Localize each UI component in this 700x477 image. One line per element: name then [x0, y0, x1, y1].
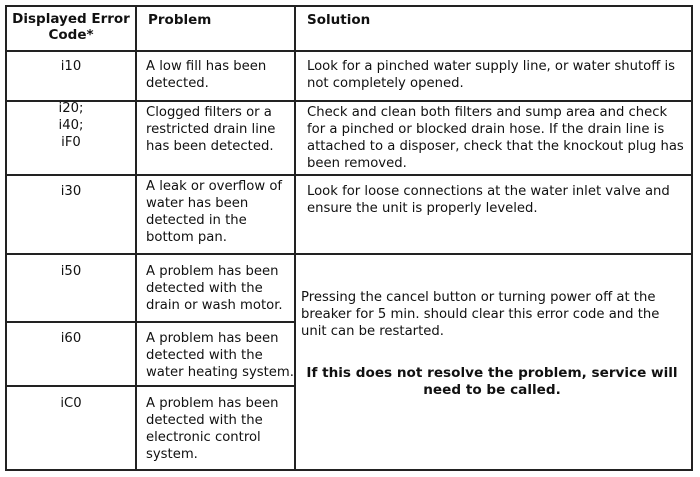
column-divider-2 — [294, 7, 296, 469]
header-error-code: Displayed Error Code* — [12, 11, 130, 43]
row-divider-5 — [7, 385, 296, 387]
row-6-code: iC0 — [60, 396, 82, 411]
row-3-code: i30 — [60, 184, 82, 199]
merged-solution-text: Pressing the cancel button or turning power off at the breaker for 5 min. should clear this error code and the unit can be restarted. — [301, 290, 660, 339]
column-divider-1 — [135, 7, 137, 469]
row-2-problem: Clogged filters or a restricted drain line has been detected. — [146, 105, 276, 154]
row-1-code: i10 — [60, 59, 82, 74]
row-divider-header — [7, 50, 691, 52]
header-problem: Problem — [148, 12, 212, 28]
row-1-problem: A low fill has been detected. — [146, 59, 267, 91]
row-divider-4 — [7, 321, 296, 323]
merged-solution-cell — [301, 289, 683, 399]
error-code-table — [5, 5, 693, 471]
row-2-code: i20; i40; iF0 — [58, 101, 84, 150]
row-6-problem: A problem has been detected with the electronic control system. — [146, 396, 279, 462]
row-2-solution: Check and clean both filters and sump area and check for a pinched or blocked drain hose. If the drain line is attached to a disposer, check that the knockout plug has been removed. — [307, 105, 684, 171]
row-4-code: i50 — [60, 264, 82, 279]
row-1-solution: Look for a pinched water supply line, or water shutoff is not completely opened. — [307, 59, 676, 91]
header-solution: Solution — [307, 12, 371, 28]
row-divider-3 — [7, 253, 691, 255]
row-5-problem: A problem has been detected with the water heating system. — [146, 331, 294, 380]
row-3-solution: Look for loose connections at the water inlet valve and ensure the unit is properly leveled. — [307, 184, 670, 216]
row-4-problem: A problem has been detected with the drain or wash motor. — [146, 264, 283, 313]
row-divider-2 — [7, 174, 691, 176]
row-5-code: i60 — [60, 331, 82, 346]
service-call-notice: If this does not resolve the problem, service will need to be called. — [306, 365, 678, 398]
row-3-problem: A leak or overflow of water has been detected in the bottom pan. — [146, 179, 283, 245]
